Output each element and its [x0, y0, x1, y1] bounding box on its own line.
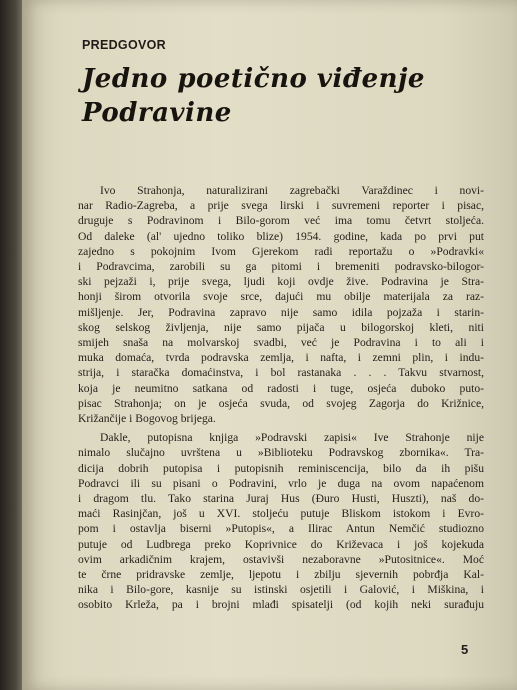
book-page: [22, 0, 517, 690]
text-line: osobito Krleža, pa i brojni mlađi spisatelji (od kojih neki surađuju: [78, 598, 484, 612]
text-line: zajedno s pokojnim Ivom Gjerekom radi reportažu o »Podravki«: [78, 244, 484, 258]
text-line: strija, i staračka domaćinstva, i bol rastanaka . . . Takvu stvarnost,: [78, 366, 484, 380]
paragraph: [78, 430, 484, 612]
title-line: Jedno poetično viđenje: [82, 64, 425, 94]
text-line: nimalo slučajno uvrštena u »Biblioteku Podravskog zbornika«. Tra-: [78, 446, 484, 460]
text-line: i dragom tlu. Tako starina Juraj Hus (Đuro Husti, Huszti), naš do-: [78, 492, 484, 506]
paragraph: [78, 183, 484, 426]
text-line: nika i Bilo-gore, kasnije su istinski osjetili i Galović, i Miškina, i: [78, 583, 484, 597]
text-line: skog selskog življenja, nije samo pijača u bilogorskoj kleti, niti: [78, 320, 484, 334]
text-line: koja je neumitno satkana od radosti i tuge, osjeća duboko puto-: [78, 381, 484, 395]
page-number: 5: [461, 642, 469, 657]
section-label: PREDGOVOR: [82, 38, 166, 52]
text-line: i Podravcima, zarobili su ga pitomi i bremeniti podravsko-bilogor-: [78, 260, 484, 274]
text-line: te črne pridravske zemlje, ljepotu i zbilju sjevernih pobrđja Kal-: [78, 568, 484, 582]
text-line: ski pejzaži i, prije svega, ljudi koji ovdje žive. Podravina je Stra-: [78, 275, 484, 289]
text-line: Ivo Strahonja, naturalizirani zagrebački Varaždinec i novi-: [100, 184, 484, 197]
body-text: [78, 183, 484, 613]
text-line: muka domaća, tvrda podravska zemlja, i nafta, i zemni plin, i indu-: [78, 351, 484, 365]
text-line: mišljenje. Jer, Podravina zapravo nije samo idila pojzaža i starin-: [78, 305, 484, 319]
text-line: maći Rasinjčan, još u XVI. stoljeću putuje Bliskom istokom i Evro-: [78, 507, 484, 521]
text-line: nar Radio-Zagreba, a prije svega lirski i suvremeni reporter i pisac,: [78, 199, 484, 213]
text-line: dicija dobrih putopisa i putopisnih reminiscencija, bilo da ih pišu: [78, 461, 484, 475]
text-line: Od daleke (al' ujedno toliko blize) 1954. godine, kada po prvi put: [78, 229, 484, 243]
text-line: pisac Strahonja; on je osjeća svuda, od svojeg Zagorja do Križnice,: [78, 396, 484, 410]
text-line: smijeh snaša na molvarskoj svadbi, već je Podravina i to ali i: [78, 336, 484, 350]
text-line: druguje s Podravinom i Bilo-gorom već ima tomu četvrt stoljeća.: [78, 214, 484, 228]
chapter-title: [82, 62, 425, 130]
text-line: ovim arkadičnim krajem, ostavivši nezaboravne »Putositnice«. Moć: [78, 552, 484, 566]
text-line: Podravci ili su pisani o Podravini, vrlo je duga na ovom napaćenom: [78, 476, 484, 490]
text-line: honji širom otvorila svoje srce, dajući mu obilje materijala za raz-: [78, 290, 484, 304]
title-line: Podravine: [82, 98, 232, 128]
text-line: pom i ostavlja biserni »Putopis«, a Ilirac Antun Nemčić studiozno: [78, 522, 484, 536]
text-line: Dakle, putopisna knjiga »Podravski zapisi« Ive Strahonje nije: [100, 431, 484, 445]
text-line: Križančije i Bogovog brijega.: [78, 412, 216, 426]
book-gutter: [0, 0, 22, 690]
text-line: putuje od Ludbrega preko Koprivnice do Križevaca i još kojekuda: [78, 537, 484, 551]
